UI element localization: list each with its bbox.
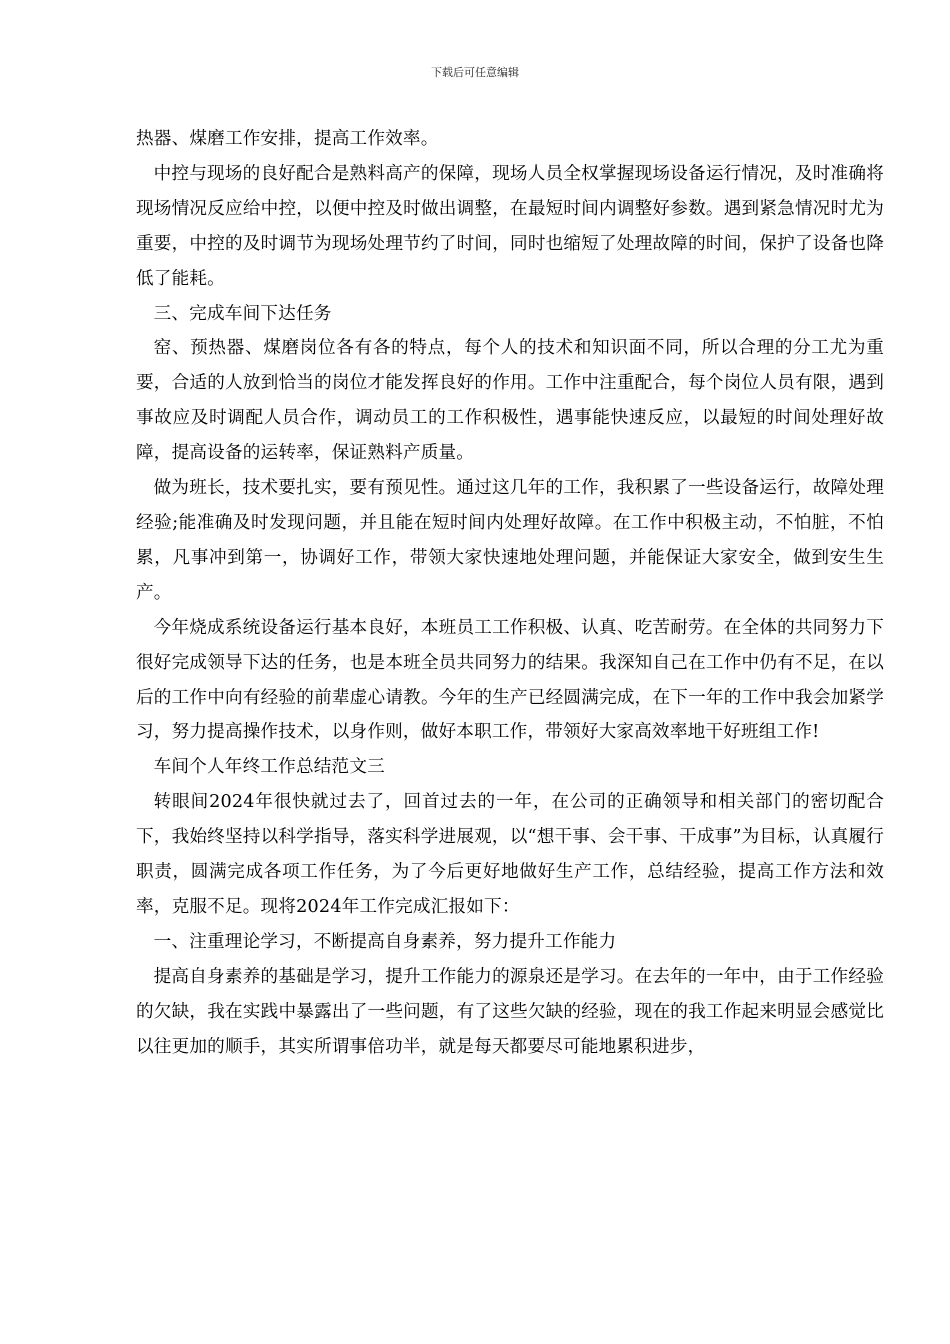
header-note: 下载后可任意编辑 xyxy=(431,66,519,79)
paragraph: 转眼间2024年很快就过去了，回首过去的一年，在公司的正确领导和相关部门的密切配合下，我始终坚持以科学指导，落实科学进展观，以“想干事、会干事、干成事”为目标，认真履行职责，圆满完成各项工作任务，为了今后更好地做好生产工作，总结经验，提高工作方法和效率，克服不足。现将2024年工作完成汇报如下： xyxy=(136,792,884,917)
paragraph: 做为班长，技术要扎实，要有预见性。通过这几年的工作，我积累了一些设备运行，故障处理经验;能准确及时发现问题，并且能在短时间内处理好故障。在工作中积极主动，不怕脏，不怕累，凡事冲到第一，协调好工作，带领大家快速地处理问题，并能保证大家安全，做到安生生产。 xyxy=(136,478,884,603)
paragraph: 提高自身素养的基础是学习，提升工作能力的源泉还是学习。在去年的一年中，由于工作经验的欠缺，我在实践中暴露出了一些问题，有了这些欠缺的经验，现在的我工作起来明显会感觉比以往更加的顺手，其实所谓事倍功半，就是每天都要尽可能地累积进步， xyxy=(136,966,884,1057)
paragraph: 窑、预热器、煤磨岗位各有各的特点，每个人的技术和知识面不同，所以合理的分工尤为重要，合适的人放到恰当的岗位才能发挥良好的作用。工作中注重配合，每个岗位人员有限，遇到事故应及时调配人员合作，调动员工的工作积极性，遇事能快速反应，以最短的时间处理好故障，提高设备的运转率，保证熟料产质量。 xyxy=(136,338,884,464)
section-heading: 三、完成车间下达任务 xyxy=(153,303,332,324)
section-heading: 一、注重理论学习，不断提高自身素养，努力提升工作能力 xyxy=(153,931,617,952)
paragraph: 中控与现场的良好配合是熟料高产的保障，现场人员全权掌握现场设备运行情况，及时准确将现场情况反应给中控，以便中控及时做出调整，在最短时间内调整好参数。遇到紧急情况时尤为重要，中控的及时调节为现场处理节约了时间，同时也缩短了处理故障的时间，保护了设备也降低了能耗。 xyxy=(136,163,884,289)
paragraph-continuation: 热器、煤磨工作安排，提高工作效率。 xyxy=(136,129,439,149)
paragraph: 今年烧成系统设备运行基本良好，本班员工工作积极、认真、吃苦耐劳。在全体的共同努力下很好完成领导下达的任务，也是本班全员共同努力的结果。我深知自己在工作中仍有不足，在以后的工作中向有经验的前辈虚心请教。今年的生产已经圆满完成，在下一年的工作中我会加紧学习，努力提高操作技术，以身作则，做好本职工作，带领好大家高效率地干好班组工作! xyxy=(136,617,884,743)
document-body xyxy=(136,122,884,1064)
article-title: 车间个人年终工作总结范文三 xyxy=(153,757,385,778)
